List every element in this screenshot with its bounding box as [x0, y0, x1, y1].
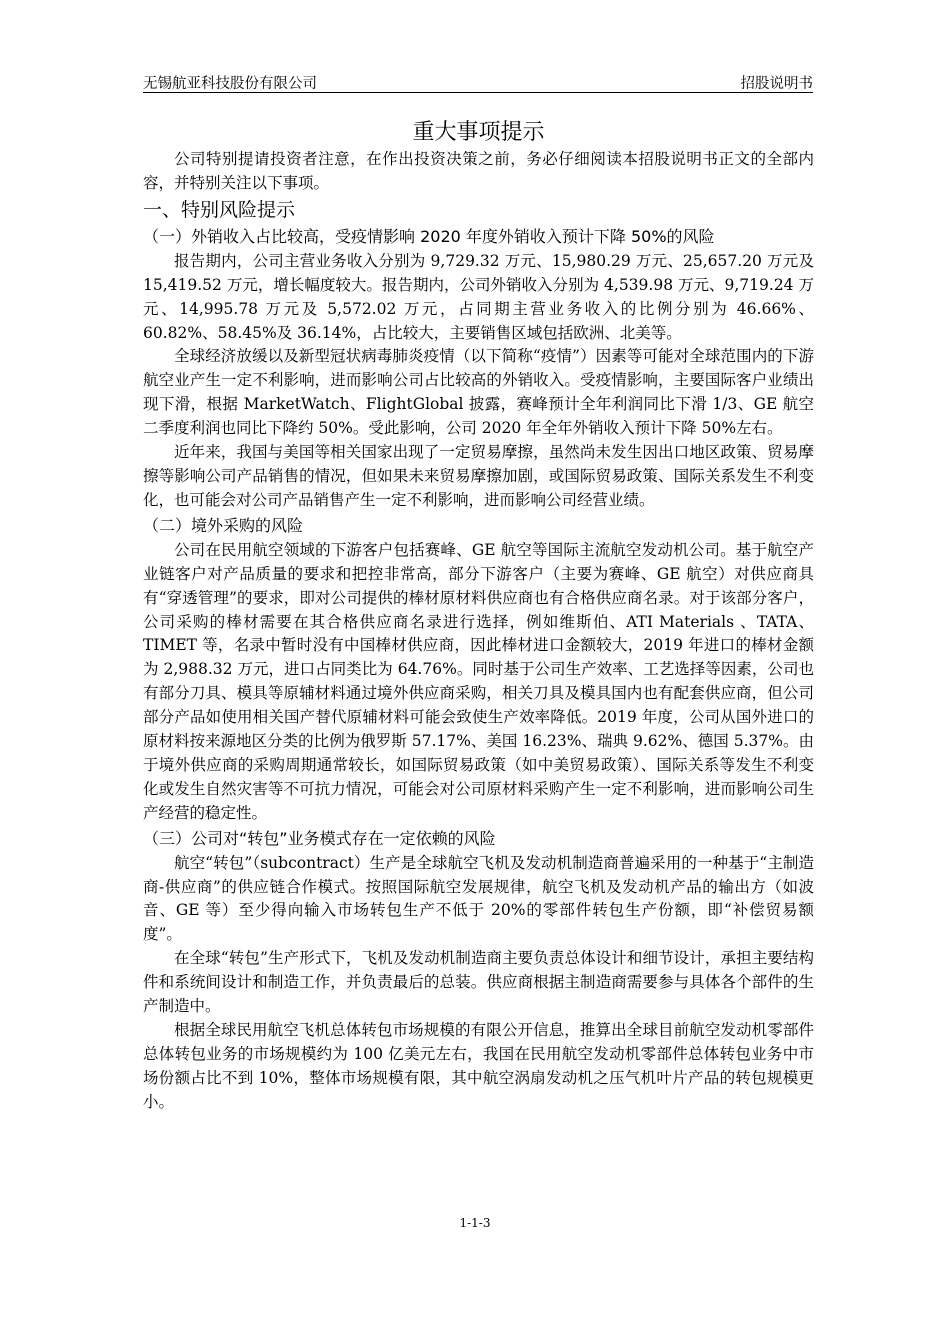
header-company-name: 无锡航亚科技股份有限公司	[143, 76, 317, 92]
paragraph: 航空“转包”（subcontract）生产是全球航空飞机及发动机制造商普遍采用的一种基于“主制造商-供应商”的供应链合作模式。按照国际航空发展规律，航空飞机及发动机产品的输出方（如波音、GE 等）至少得向输入市场转包生产不低于 20%的零部件转包生产份额，即“补偿贸易额度”。	[143, 853, 814, 944]
paragraph: 根据全球民用航空飞机总体转包市场规模的有限公开信息，推算出全球目前航空发动机零部件总体转包业务的市场规模约为 100 亿美元左右，我国在民用航空发动机零部件总体转包业务中市场份额占比不到 10%，整体市场规模有限，其中航空涡扇发动机之压气机叶片产品的转包规模更小。	[143, 1021, 814, 1111]
subsection-heading-subcontract-dependency-risk: （三）公司对“转包”业务模式存在一定依赖的风险	[143, 828, 496, 848]
intro-paragraph: 公司特别提请投资者注意，在作出投资决策之前，务必仔细阅读本招股说明书正文的全部内容，并特别关注以下事项。	[143, 150, 814, 192]
paragraph: 在全球“转包”生产形式下，飞机及发动机制造商主要负责总体设计和细节设计，承担主要结构件和系统间设计和制造工作，并负责最后的总装。供应商根据主制造商需要参与具体各个部件的生产制造中。	[143, 949, 814, 1016]
page-title: 重大事项提示	[412, 120, 545, 145]
subsection-heading-overseas-procurement-risk: （二）境外采购的风险	[143, 515, 304, 535]
subsection-heading-export-revenue-risk: （一）外销收入占比较高，受疫情影响 2020 年度外销收入预计下降 50%的风险	[143, 226, 715, 246]
page-number: 1-1-3	[459, 1216, 491, 1230]
page-content	[143, 118, 814, 1115]
page-header	[143, 70, 813, 93]
paragraph: 近年来，我国与美国等相关国家出现了一定贸易摩擦，虽然尚未发生因出口地区政策、贸易摩擦等影响公司产品销售的情况，但如果未来贸易摩擦加剧，或国际贸易政策、国际关系发生不利变化，也可能会对公司产品销售产生一定不利影响，进而影响公司经营业绩。	[143, 443, 814, 509]
paragraph: 报告期内，公司主营业务收入分别为 9,729.32 万元、15,980.29 万元、25,657.20 万元及 15,419.52 万元，增长幅度较大。报告期内，公司外销收入分别为 4,539.98 万元、9,719.24 万元、14,995.78 万元及 5,572.02 万元，占同期主营业务收入的比例分别为 46.66%、60.82%、58.45%及 36.14%，占比较大，主要销售区域包括欧洲、北美等。	[143, 251, 814, 342]
paragraph: 全球经济放缓以及新型冠状病毒肺炎疫情（以下简称“疫情”）因素等可能对全球范围内的下游航空业产生一定不利影响，进而影响公司占比较高的外销收入。受疫情影响，主要国际客户业绩出现下滑，根据 MarketWatch、FlightGlobal 披露，赛峰预计全年利润同比下滑 1/3、GE 航空二季度利润也同比下降约 50%。受此影响，公司 2020 年全年外销收入预计下降 50%左右。	[143, 347, 814, 438]
section-heading-special-risks: 一、特别风险提示	[143, 198, 296, 221]
paragraph: 公司在民用航空领域的下游客户包括赛峰、GE 航空等国际主流航空发动机公司。基于航空产业链客户对产品质量的要求和把控非常高，部分下游客户（主要为赛峰、GE 航空）对供应商具有“穿透管理”的要求，即对公司提供的棒材原材料供应商也有合格供应商名录。对于该部分客户，公司采购的棒材需要在其合格供应商名录进行选择，例如维斯伯、ATI Materials 、TATA、TIMET 等，名录中暂时没有中国棒材供应商，因此棒材进口金额较大，2019 年进口的棒材金额为 2,988.32 万元，进口占同类比为 64.76%。同时基于公司生产效率、工艺选择等因素，公司也有部分刀具、模具等原辅材料通过境外供应商采购，相关刀具及模具国内也有配套供应商，但公司部分产品如使用相关国产替代原辅材料可能会致使生产效率降低。2019 年度，公司从国外进口的原材料按来源地区分类的比例为俄罗斯 57.17%、美国 16.23%、瑞典 9.62%、德国 5.37%。由于境外供应商的采购周期通常较长，如国际贸易政策（如中美贸易政策）、国际关系等发生不利变化或发生自然灾害等不可抗力情况，可能会对公司原材料采购产生一定不利影响，进而影响公司生产经营的稳定性。	[143, 540, 814, 822]
header-document-type: 招股说明书	[740, 76, 813, 92]
